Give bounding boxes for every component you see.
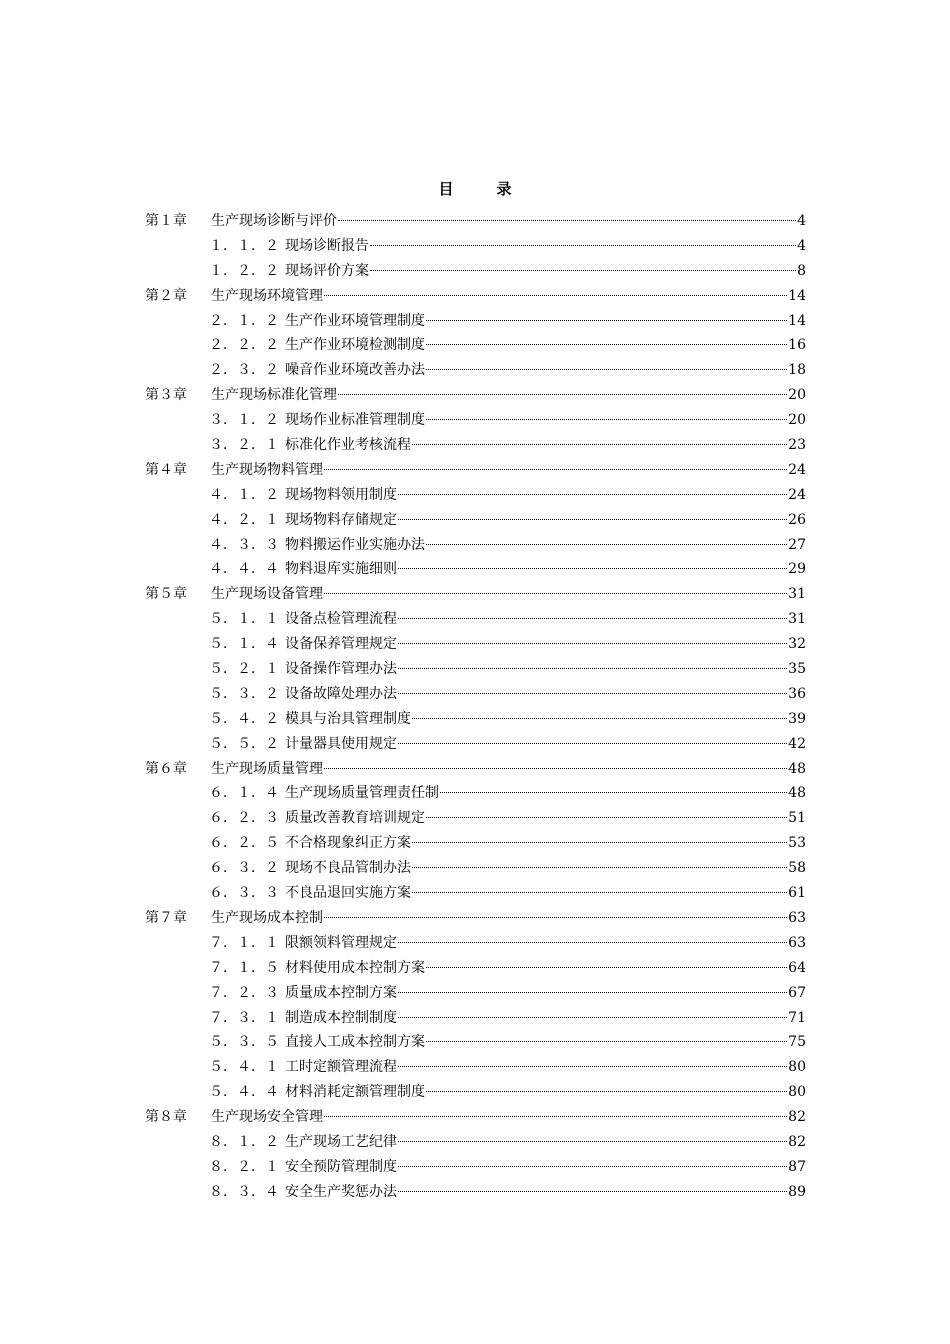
- page-number: 18: [788, 362, 806, 379]
- entry-title: 设备故障处理办法: [285, 685, 397, 702]
- dot-leader: [398, 518, 787, 520]
- dot-leader: [426, 966, 787, 968]
- entry-title: 设备操作管理办法: [285, 661, 397, 678]
- page-number: 20: [788, 412, 806, 429]
- toc-section-entry[interactable]: [145, 408, 806, 433]
- section-number: ７．１．５: [209, 959, 279, 976]
- toc-section-entry[interactable]: [145, 1055, 806, 1080]
- toc-section-entry[interactable]: [145, 607, 806, 632]
- dot-leader: [398, 567, 787, 569]
- toc-section-entry[interactable]: [145, 881, 806, 906]
- entry-title: 生产现场质量管理责任制: [285, 785, 439, 802]
- toc-chapter-entry[interactable]: [145, 582, 806, 607]
- section-number: ５．２．１: [209, 661, 279, 678]
- page-number: 71: [788, 1009, 806, 1026]
- dot-leader: [398, 991, 787, 993]
- entry-title: 物料退库实施细则: [285, 561, 397, 578]
- dot-leader: [398, 642, 787, 644]
- toc-section-entry[interactable]: [145, 806, 806, 831]
- page-number: 42: [788, 735, 806, 752]
- section-number: ５．３．２: [209, 685, 279, 702]
- page-number: 48: [788, 760, 806, 777]
- entry-title: 生产现场诊断与评价: [211, 213, 337, 229]
- dot-leader: [398, 1140, 787, 1142]
- entry-title: 不良品退回实施方案: [285, 885, 411, 902]
- section-number: ２．２．２: [209, 337, 279, 354]
- entry-title: 设备保养管理规定: [285, 636, 397, 653]
- page-number: 31: [788, 586, 806, 603]
- toc-section-entry[interactable]: [145, 1030, 806, 1055]
- toc-title: 目 录: [438, 180, 526, 198]
- toc-section-entry[interactable]: [145, 1080, 806, 1105]
- dot-leader: [324, 592, 787, 594]
- page-number: 27: [788, 536, 806, 553]
- dot-leader: [426, 543, 787, 545]
- entry-title: 现场物料领用制度: [285, 486, 397, 503]
- section-number: ３．１．２: [209, 412, 279, 429]
- section-number: ６．３．３: [209, 885, 279, 902]
- entry-title: 现场不良品管制办法: [285, 860, 411, 877]
- entry-title: 设备点检管理流程: [285, 611, 397, 628]
- toc-section-entry[interactable]: [145, 981, 806, 1006]
- page-number: 67: [788, 984, 806, 1001]
- toc-section-entry[interactable]: [145, 309, 806, 334]
- entry-title: 标准化作业考核流程: [285, 437, 411, 454]
- entry-title: 工时定额管理流程: [285, 1059, 397, 1076]
- dot-leader: [426, 343, 787, 345]
- toc-section-entry[interactable]: [145, 707, 806, 732]
- dot-leader: [398, 941, 787, 943]
- chapter-label: 第４章: [145, 461, 187, 478]
- entry-title: 生产现场物料管理: [211, 461, 323, 478]
- page-number: 51: [788, 810, 806, 827]
- toc-section-entry[interactable]: [145, 632, 806, 657]
- page-number: 24: [788, 461, 806, 478]
- toc-section-entry[interactable]: [145, 1180, 806, 1205]
- section-number: ５．４．２: [209, 710, 279, 727]
- dot-leader: [412, 866, 787, 868]
- dot-leader: [324, 294, 787, 296]
- page-number: 39: [788, 710, 806, 727]
- section-number: ８．２．１: [209, 1158, 279, 1175]
- dot-leader: [370, 269, 796, 271]
- page-number: 8: [797, 262, 806, 279]
- dot-leader: [398, 493, 787, 495]
- entry-title: 计量器具使用规定: [285, 735, 397, 752]
- entry-title: 生产现场成本控制: [211, 909, 323, 926]
- page-number: 80: [788, 1084, 806, 1101]
- dot-leader: [426, 319, 787, 321]
- dot-leader: [426, 1090, 787, 1092]
- section-number: ３．２．１: [209, 437, 279, 454]
- toc-section-entry[interactable]: [145, 682, 806, 707]
- toc-section-entry[interactable]: [145, 781, 806, 806]
- dot-leader: [398, 667, 787, 669]
- entry-title: 安全预防管理制度: [285, 1158, 397, 1175]
- dot-leader: [398, 1190, 787, 1192]
- entry-title: 材料消耗定额管理制度: [285, 1084, 425, 1101]
- entry-title: 制造成本控制制度: [285, 1009, 397, 1026]
- toc-section-entry[interactable]: [145, 333, 806, 358]
- section-number: ５．４．４: [209, 1084, 279, 1101]
- dot-leader: [412, 717, 787, 719]
- dot-leader: [426, 1040, 787, 1042]
- entry-title: 生产现场工艺纪律: [285, 1133, 397, 1150]
- section-number: ６．２．５: [209, 835, 279, 852]
- section-number: ５．１．４: [209, 636, 279, 653]
- chapter-label: 第６章: [145, 760, 187, 777]
- entry-title: 噪音作业环境改善办法: [285, 362, 425, 379]
- section-number: ５．４．１: [209, 1059, 279, 1076]
- dot-leader: [324, 1115, 787, 1117]
- entry-title: 质量改善教育培训规定: [285, 810, 425, 827]
- page-number: 87: [788, 1158, 806, 1175]
- section-number: ７．３．１: [209, 1009, 279, 1026]
- dot-leader: [398, 692, 787, 694]
- toc-section-entry[interactable]: [145, 956, 806, 981]
- page-number: 63: [788, 934, 806, 951]
- entry-title: 现场作业标准管理制度: [285, 412, 425, 429]
- entry-title: 生产现场标准化管理: [211, 387, 337, 404]
- entry-title: 现场物料存储规定: [285, 511, 397, 528]
- page-number: 20: [788, 387, 806, 404]
- page-number: 53: [788, 835, 806, 852]
- page-number: 24: [788, 486, 806, 503]
- page-number: 89: [788, 1183, 806, 1200]
- section-number: ４．４．４: [209, 561, 279, 578]
- page-number: 16: [788, 337, 806, 354]
- page-number: 4: [797, 213, 806, 229]
- page-number: 61: [788, 885, 806, 902]
- section-number: ７．１．１: [209, 934, 279, 951]
- section-number: ６．１．４: [209, 785, 279, 802]
- dot-leader: [338, 393, 787, 395]
- page-number: 29: [788, 561, 806, 578]
- entry-title: 生产现场质量管理: [211, 760, 323, 777]
- toc-chapter-entry[interactable]: [145, 1105, 806, 1130]
- page-number: 14: [788, 287, 806, 304]
- dot-leader: [426, 816, 787, 818]
- toc-section-entry[interactable]: [145, 1155, 806, 1180]
- chapter-label: 第２章: [145, 287, 187, 304]
- dot-leader: [398, 1165, 787, 1167]
- section-number: ６．２．３: [209, 810, 279, 827]
- section-number: ５．３．５: [209, 1034, 279, 1051]
- entry-title: 材料使用成本控制方案: [285, 959, 425, 976]
- toc-section-entry[interactable]: [145, 259, 806, 284]
- toc-chapter-entry[interactable]: [145, 458, 806, 483]
- toc-section-entry[interactable]: [145, 831, 806, 856]
- section-number: １．１．２: [209, 237, 279, 254]
- entry-title: 物料搬运作业实施办法: [285, 536, 425, 553]
- toc-chapter-entry[interactable]: [145, 757, 806, 782]
- page-number: 80: [788, 1059, 806, 1076]
- page-number: 64: [788, 959, 806, 976]
- dot-leader: [324, 767, 787, 769]
- dot-leader: [324, 916, 787, 918]
- entry-title: 限额领料管理规定: [285, 934, 397, 951]
- dot-leader: [440, 791, 787, 793]
- toc-section-entry[interactable]: [145, 234, 806, 259]
- dot-leader: [324, 468, 787, 470]
- entry-title: 生产作业环境检测制度: [285, 337, 425, 354]
- chapter-label: 第５章: [145, 586, 187, 603]
- entry-title: 生产现场设备管理: [211, 586, 323, 603]
- toc-section-entry[interactable]: [145, 508, 806, 533]
- page-number: 23: [788, 437, 806, 454]
- dot-leader: [412, 891, 787, 893]
- entry-title: 生产作业环境管理制度: [285, 312, 425, 329]
- section-number: ６．３．２: [209, 860, 279, 877]
- section-number: ８．１．２: [209, 1133, 279, 1150]
- page-number: 63: [788, 909, 806, 926]
- toc-section-entry[interactable]: [145, 1130, 806, 1155]
- page-number: 31: [788, 611, 806, 628]
- page-number: 58: [788, 860, 806, 877]
- page-number: 48: [788, 785, 806, 802]
- toc-section-entry[interactable]: [145, 856, 806, 881]
- toc-chapter-entry[interactable]: [145, 906, 806, 931]
- toc-section-entry[interactable]: [145, 433, 806, 458]
- entry-title: 现场评价方案: [285, 262, 369, 279]
- dot-leader: [398, 617, 787, 619]
- toc-section-entry[interactable]: [145, 557, 806, 582]
- entry-title: 不合格现象纠正方案: [285, 835, 411, 852]
- dot-leader: [398, 1065, 787, 1067]
- chapter-label: 第３章: [145, 387, 187, 404]
- toc-section-entry[interactable]: [145, 931, 806, 956]
- toc-section-entry[interactable]: [145, 732, 806, 757]
- entry-title: 生产现场安全管理: [211, 1109, 323, 1126]
- section-number: ２．１．２: [209, 312, 279, 329]
- toc-section-entry[interactable]: [145, 657, 806, 682]
- section-number: ４．３．３: [209, 536, 279, 553]
- chapter-label: 第７章: [145, 909, 187, 926]
- toc-list: [145, 209, 806, 1205]
- dot-leader: [398, 742, 787, 744]
- section-number: ５．１．１: [209, 611, 279, 628]
- entry-title: 直接人工成本控制方案: [285, 1034, 425, 1051]
- toc-chapter-entry[interactable]: [145, 284, 806, 309]
- chapter-label: 第１章: [145, 213, 187, 229]
- toc-chapter-entry[interactable]: [145, 209, 806, 234]
- dot-leader: [412, 841, 787, 843]
- dot-leader: [370, 244, 796, 246]
- dot-leader: [426, 418, 787, 420]
- section-number: ４．１．２: [209, 486, 279, 503]
- section-number: １．２．２: [209, 262, 279, 279]
- toc-section-entry[interactable]: [145, 358, 806, 383]
- toc-section-entry[interactable]: [145, 483, 806, 508]
- page-number: 75: [788, 1034, 806, 1051]
- page-number: 4: [797, 237, 806, 254]
- entry-title: 安全生产奖惩办法: [285, 1183, 397, 1200]
- entry-title: 现场诊断报告: [285, 237, 369, 254]
- page-number: 32: [788, 636, 806, 653]
- section-number: ８．３．４: [209, 1183, 279, 1200]
- page-number: 82: [788, 1109, 806, 1126]
- dot-leader: [338, 219, 796, 221]
- dot-leader: [398, 1016, 787, 1018]
- section-number: ４．２．１: [209, 511, 279, 528]
- section-number: ７．２．３: [209, 984, 279, 1001]
- page-number: 82: [788, 1133, 806, 1150]
- section-number: ５．５．２: [209, 735, 279, 752]
- toc-section-entry[interactable]: [145, 533, 806, 558]
- dot-leader: [412, 443, 787, 445]
- page-number: 35: [788, 661, 806, 678]
- entry-title: 模具与治具管理制度: [285, 710, 411, 727]
- page-number: 36: [788, 685, 806, 702]
- page-number: 26: [788, 511, 806, 528]
- toc-chapter-entry[interactable]: [145, 383, 806, 408]
- entry-title: 生产现场环境管理: [211, 287, 323, 304]
- entry-title: 质量成本控制方案: [285, 984, 397, 1001]
- section-number: ２．３．２: [209, 362, 279, 379]
- dot-leader: [426, 368, 787, 370]
- page-number: 14: [788, 312, 806, 329]
- toc-section-entry[interactable]: [145, 1006, 806, 1031]
- chapter-label: 第８章: [145, 1109, 187, 1126]
